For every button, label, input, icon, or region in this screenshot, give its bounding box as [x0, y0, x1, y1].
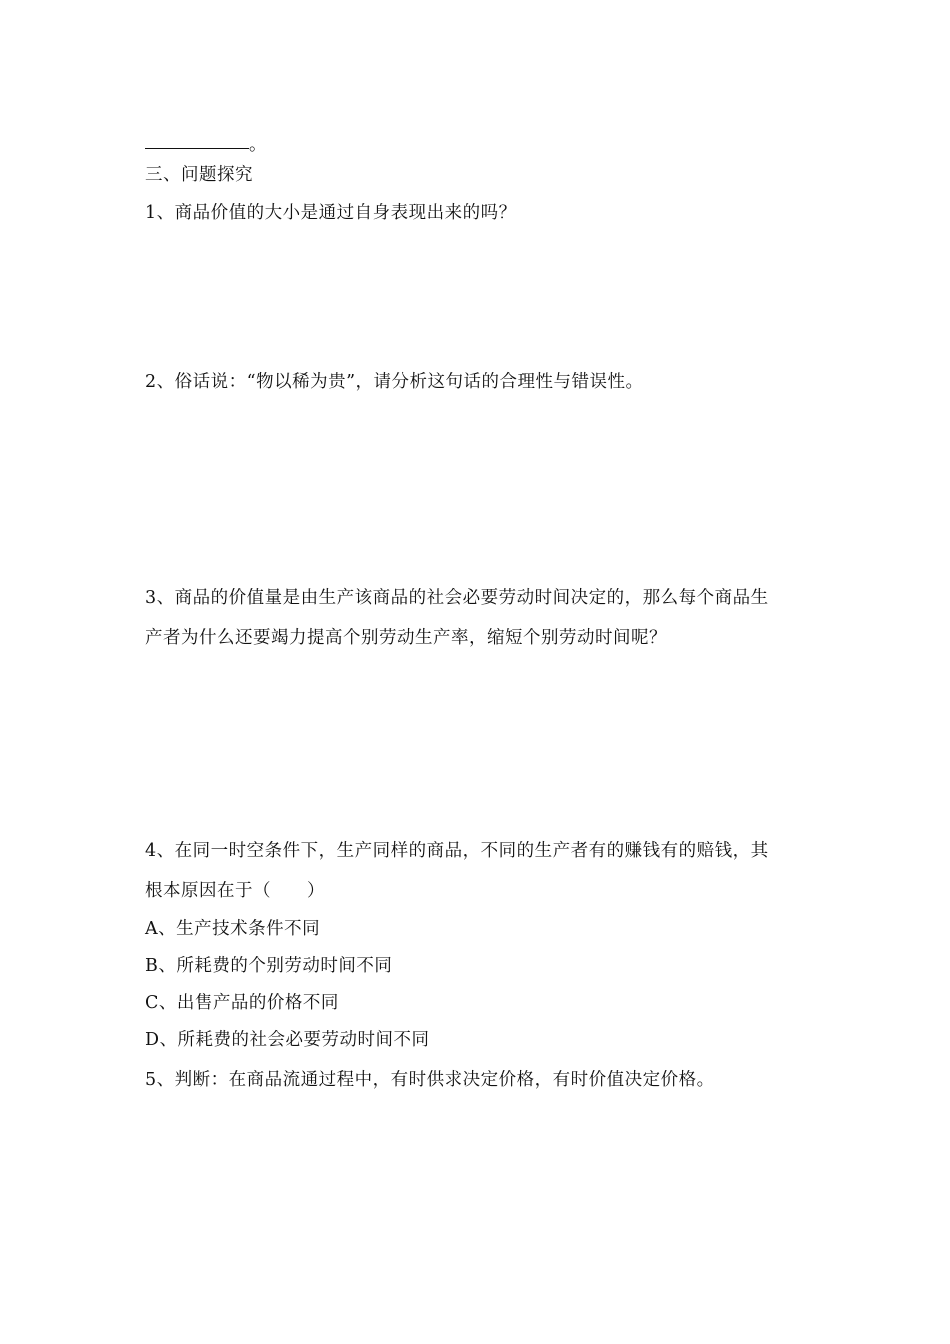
- section-heading: 三、问题探究: [145, 165, 253, 185]
- question-5: 5、判断：在商品流通过程中，有时供求决定价格，有时价值决定价格。: [145, 1070, 715, 1090]
- option-c: C、出售产品的价格不同: [145, 993, 339, 1013]
- question-3-line-1: 3、商品的价值量是由生产该商品的社会必要劳动时间决定的，那么每个商品生: [145, 588, 769, 608]
- question-1: 1、商品价值的大小是通过自身表现出来的吗？: [145, 203, 517, 223]
- fill-in-blank: [145, 134, 267, 156]
- question-3-line-2: 产者为什么还要竭力提高个别劳动生产率，缩短个别劳动时间呢？: [145, 628, 667, 648]
- question-2: 2、俗话说：“物以稀为贵”，请分析这句话的合理性与错误性。: [145, 372, 644, 392]
- blank-period: 。: [249, 135, 267, 155]
- option-b: B、所耗费的个别劳动时间不同: [145, 956, 393, 976]
- answer-blank-line: [145, 134, 249, 149]
- option-a: A、生产技术条件不同: [145, 919, 321, 939]
- question-4-line-2: 根本原因在于（ ）: [145, 881, 325, 901]
- option-d: D、所耗费的社会必要劳动时间不同: [145, 1030, 430, 1050]
- question-4-line-1: 4、在同一时空条件下，生产同样的商品，不同的生产者有的赚钱有的赔钱，其: [145, 841, 769, 861]
